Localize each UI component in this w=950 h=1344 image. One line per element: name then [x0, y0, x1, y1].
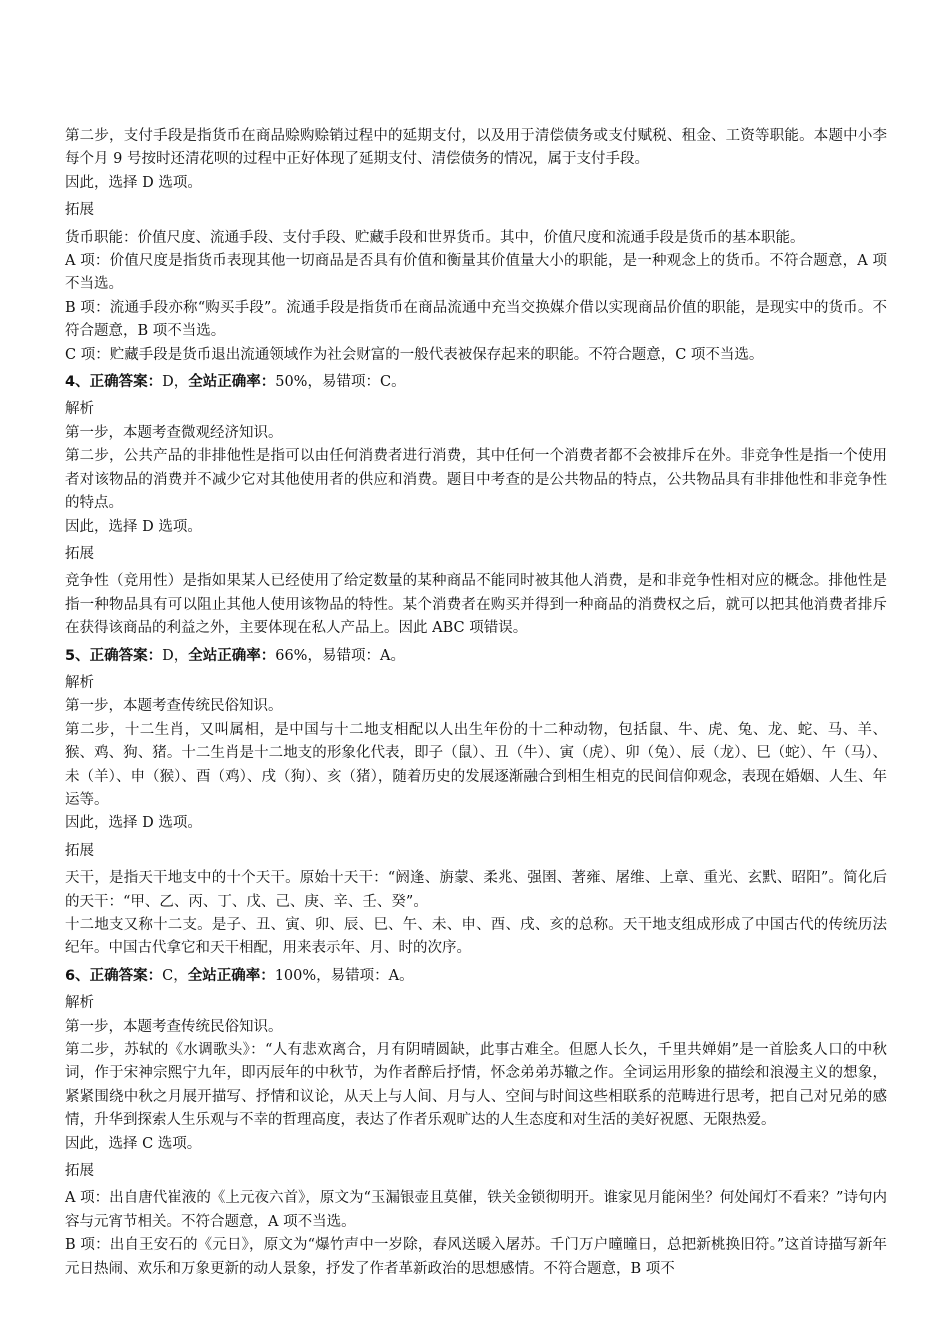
rate-value: 100%: [274, 967, 317, 984]
extension-paragraph: B 项：出自王安石的《元日》，原文为“爆竹声中一岁除，春风送暖入屠苏。千门万户曈曈日，总把新桃换旧符。”这首诗描写新年元日热闹、欢乐和万象更新的动人景象，抒发了作者革新政治的思想感情。不符合题意，B 项不: [65, 1237, 887, 1277]
answer-header: 6、正确答案：C，全站正确率：100%，易错项：A。: [65, 967, 414, 984]
analysis-line: 第二步，十二生肖，又叫属相，是中国与十二地支相配以人出生年份的十二种动物，包括鼠、牛、虎、兔、龙、蛇、马、羊、猴、鸡、狗、猪。十二生肖是十二地支的形象化代表，即子（鼠）、丑（牛）、寅（虎）、卯（兔）、辰（龙）、巳（蛇）、午（马）、未（羊）、申（猴）、酉（鸡）、戌（狗）、亥（猪），随着历史的发展逐渐融合到相生相克的民间信仰观念，表现在婚姻、人生、年运等。: [65, 721, 887, 808]
extension-paragraph: 十二地支又称十二支。是子、丑、寅、卯、辰、巳、午、未、申、酉、戌、亥的总称。天干地支组成形成了中国古代的传统历法纪年。中国古代拿它和天干相配，用来表示年、月、时的次序。: [65, 917, 887, 957]
answer-label: 正确答案：: [89, 967, 163, 984]
conclusion-line: 因此，选择 C 选项。: [65, 1135, 202, 1152]
extension-paragraph: A 项：出自唐代崔液的《上元夜六首》，原文为“玉漏银壶且莫催，铁关金锁彻明开。谁家见月能闲坐？何处闻灯不看来？”诗句内容与元宵节相关。不符合题意，A 项不当选。: [65, 1190, 887, 1230]
question-6-section: [65, 965, 887, 1281]
analysis-label: 解析: [65, 674, 94, 691]
answer-header: 4、正确答案：D，全站正确率：50%，易错项：C。: [65, 374, 406, 391]
answer-header: 5、正确答案：D，全站正确率：66%，易错项：A。: [65, 647, 405, 664]
wrong-option: ，易错项：A。: [316, 967, 414, 984]
question-5-section: [65, 645, 887, 961]
rate-label: 全站正确率：: [188, 374, 276, 391]
extension-label: 拓展: [65, 842, 94, 859]
extension-paragraph: C 项：贮藏手段是货币退出流通领域作为社会财富的一般代表被保存起来的职能。不符合题意，C 项不当选。: [65, 346, 764, 363]
rate-label: 全站正确率：: [187, 967, 275, 984]
analysis-line: 第一步，本题考查微观经济知识。: [65, 424, 283, 441]
analysis-label: 解析: [65, 995, 94, 1012]
extension-label: 拓展: [65, 545, 94, 562]
analysis-line: 第二步，公共产品的非排他性是指可以由任何消费者进行消费，其中任何一个消费者都不会被排斥在外。非竞争性是指一个使用者对该物品的消费并不减少它对其他使用者的供应和消费。题目中考查的是公共物品的特点，公共物品具有非排他性和非竞争性的特点。: [65, 448, 887, 512]
conclusion-line: 因此，选择 D 选项。: [65, 174, 202, 191]
question-4-section: [65, 371, 887, 640]
step-two-paragraph: 第二步，支付手段是指货币在商品赊购赊销过程中的延期支付，以及用于清偿债务或支付赋税、租金、工资等职能。本题中小李每个月 9 号按时还清花呗的过程中正好体现了延期支付、清偿债务的情况，属于支付手段。: [65, 128, 887, 168]
extension-paragraph: B 项：流通手段亦称“购买手段”。流通手段是指货币在商品流通中充当交换媒介借以实现商品价值的职能，是现实中的货币。不符合题意，B 项不当选。: [65, 299, 887, 340]
conclusion-line: 因此，选择 D 选项。: [65, 518, 202, 535]
answer-value: D: [162, 374, 174, 391]
answer-value: C: [162, 967, 174, 984]
extension-paragraph: 货币职能：价值尺度、流通手段、支付手段、贮藏手段和世界货币。其中，价值尺度和流通手段是货币的基本职能。: [65, 229, 805, 246]
wrong-option: ，易错项：A。: [307, 647, 405, 664]
rate-label: 全站正确率：: [188, 647, 276, 664]
rate-value: 50%: [275, 374, 308, 391]
question-number: 6、: [65, 967, 90, 984]
conclusion-line: 因此，选择 D 选项。: [65, 815, 202, 832]
continued-section: [65, 125, 887, 367]
extension-paragraph: 竞争性（竞用性）是指如果某人已经使用了给定数量的某种商品不能同时被其他人消费，是和非竞争性相对应的概念。排他性是指一种物品具有可以阻止其他人使用该物品的特性。某个消费者在购买并得到一种商品的消费权之后，就可以把其他消费者排斥在获得该商品的利益之外，主要体现在私人产品上。因此 ABC 项错误。: [65, 573, 887, 637]
extension-paragraph: A 项：价值尺度是指货币表现其他一切商品是否具有价值和衡量其价值量大小的职能，是一种观念上的货币。不符合题意，A 项不当选。: [65, 253, 887, 293]
rate-value: 66%: [275, 647, 308, 664]
answer-value: D: [162, 647, 174, 664]
analysis-line: 第二步，苏轼的《水调歌头》：“人有悲欢离合，月有阴晴圆缺，此事古难全。但愿人长久，千里共婵娟”是一首脍炙人口的中秋词，作于宋神宗熙宁九年，即丙辰年的中秋节，为作者醉后抒情，怀念弟弟苏辙之作。全词运用形象的描绘和浪漫主义的想象，紧紧围绕中秋之月展开描写、抒情和议论，从天上与人间、月与人、空间与时间这些相联系的范畴进行思考，把自己对兄弟的感情，升华到探索人生乐观与不幸的哲理高度，表达了作者乐观旷达的人生态度和对生活的美好祝愿、无限热爱。: [65, 1042, 887, 1129]
analysis-line: 第一步，本题考查传统民俗知识。: [65, 698, 283, 715]
answer-label: 正确答案：: [89, 374, 163, 391]
extension-label: 拓展: [65, 202, 94, 219]
answer-label: 正确答案：: [89, 647, 163, 664]
analysis-line: 第一步，本题考查传统民俗知识。: [65, 1018, 283, 1035]
extension-label: 拓展: [65, 1163, 94, 1180]
extension-paragraph: 天干，是指天干地支中的十个天干。原始十天干：“阏逢、旃蒙、柔兆、强圉、著雍、屠维、上章、重光、玄黓、昭阳”。简化后的天干：“甲、乙、丙、丁、戊、己、庚、辛、壬、癸”。: [65, 870, 887, 910]
analysis-label: 解析: [65, 401, 94, 418]
question-number: 5、: [65, 647, 90, 664]
document-page: [65, 125, 887, 1281]
question-number: 4、: [65, 374, 90, 391]
wrong-option: ，易错项：C。: [307, 374, 406, 391]
